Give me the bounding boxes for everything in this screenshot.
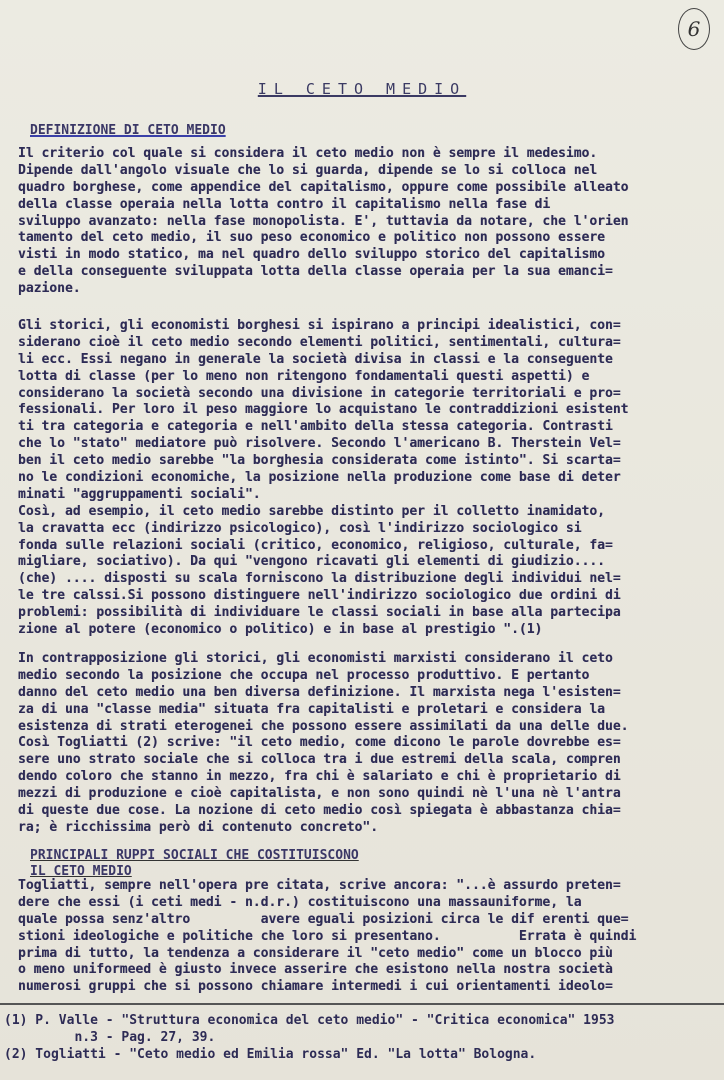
text-line: li ecc. Essi negano in generale la società divisa in classi e la conseguente	[18, 351, 613, 367]
text-line: danno del ceto medio una ben diversa definizione. Il marxista nega l'esisten=	[18, 684, 621, 700]
text-line: za di una "classe media" situata fra capitalisti e proletari e considera la	[18, 701, 605, 717]
text-line: (che) .... disposti su scala forniscono la distribuzione degli individui nel=	[18, 571, 621, 587]
text-line: Dipende dall'angolo visuale che lo si guarda, dipende se lo si colloca nel	[18, 162, 598, 178]
text-line: migliare, sociativo). Da qui "vengono ricavati gli elementi di giudizio....	[18, 554, 605, 570]
footnote-line: (1) P. Valle - "Struttura economica del ceto medio" - "Critica economica" 1953	[4, 1013, 615, 1028]
text-line: pazione.	[18, 281, 81, 297]
text-line: Il criterio col quale si considera il ceto medio non è sempre il medesimo.	[18, 146, 598, 161]
text-line: quadro borghese, come appendice del capitalismo, oppure come possibile alleato	[18, 179, 629, 195]
text-line: e della conseguente sviluppata lotta della classe operaia per la sua emanci=	[18, 264, 613, 280]
section-title-groups-line-1: PRINCIPALI RUPPI SOCIALI CHE COSTITUISCONO	[30, 848, 359, 863]
text-line: di queste due cose. La nozione di ceto medio così spiegata è abbastanza chia=	[18, 803, 621, 819]
text-line: ra; è ricchissima però di contenuto concreto".	[18, 819, 379, 835]
text-line: quale possa senz'altro avere eguali posizioni circa le dif erenti que=	[18, 911, 629, 927]
text-line: Così Togliatti (2) scrive: "il ceto medio, come dicono le parole dovrebbe es=	[18, 735, 621, 751]
text-line: lotta di classe (per lo meno non ritengono fondamentali questi aspetti) e	[18, 368, 590, 384]
text-line: considerano la società secondo una divisione in categorie territoriali e pro=	[18, 385, 621, 401]
text-line: visti in modo statico, ma nel quadro dello sviluppo storico del capitalismo	[18, 247, 605, 263]
text-line: siderano cioè il ceto medio secondo elementi politici, sentimentali, cultura=	[18, 334, 621, 350]
text-line: tamento del ceto medio, il suo peso economico e politico non possono essere	[18, 230, 605, 246]
page-number: 6	[678, 8, 710, 50]
text-line: fessionali. Per loro il peso maggiore lo acquistano le contraddizioni esistent	[18, 402, 629, 418]
text-line: Così, ad esempio, il ceto medio sarebbe distinto per il colletto inamidato,	[18, 503, 605, 519]
section-title-groups-line-2: IL CETO MEDIO	[30, 864, 132, 879]
document-title-text: IL CETO MEDIO	[257, 80, 467, 98]
text-line: problemi: possibilità di individuare le classi sociali in base alla partecipa	[18, 605, 621, 621]
paragraph-2	[18, 318, 710, 639]
text-line: le tre calssi.Si possono distinguere nell'indirizzo sociologico due ordini di	[18, 588, 621, 604]
text-line: la cravatta ecc (indirizzo psicologico), così l'indirizzo sociologico si	[18, 520, 582, 536]
document-title	[0, 80, 724, 98]
text-line: sviluppo avanzato: nella fase monopolista. E', tuttavia da notare, che l'orien	[18, 213, 629, 229]
paragraph-4	[18, 878, 710, 996]
section-title-groups	[30, 848, 359, 880]
text-line: no le condizioni economiche, la posizione nella produzione come base di deter	[18, 470, 621, 486]
text-line: In contrapposizione gli storici, gli economisti marxisti considerano il ceto	[18, 651, 613, 666]
footnotes	[4, 1012, 716, 1063]
text-line: zione al potere (economico o politico) e in base al prestigio ".(1)	[18, 622, 543, 638]
text-line: che lo "stato" mediatore può risolvere. Secondo l'americano B. Therstein Vel=	[18, 436, 621, 452]
text-line: della classe operaia nella lotta contro il capitalismo nella fase di	[18, 196, 551, 212]
paragraph-1	[18, 146, 710, 298]
text-line: ti tra categoria e categoria e nell'ambito della stessa categoria. Contrasti	[18, 419, 613, 435]
text-line: dere che essi (i ceti medi - n.d.r.) costituiscono una massauniforme, la	[18, 894, 582, 910]
section-title-definition: DEFINIZIONE DI CETO MEDIO	[30, 123, 226, 138]
text-line: sere uno strato sociale che si colloca tra i due estremi della scala, compren	[18, 752, 621, 768]
text-line: o meno uniformeed è giusto invece asserire che esistono nella nostra società	[18, 962, 613, 978]
text-line: dendo coloro che stanno in mezzo, fra chi è salariato e chi è proprietario di	[18, 769, 621, 785]
paragraph-3	[18, 651, 710, 837]
text-line: prima di tutto, la tendenza a considerare il "ceto medio" come un blocco più	[18, 945, 613, 961]
text-line: ben il ceto medio sarebbe "la borghesia considerata come istinto". Si scarta=	[18, 453, 621, 469]
text-line: medio secondo la posizione che occupa nel processo produttivo. E pertanto	[18, 667, 590, 683]
text-line: esistenza di strati eterogenei che possono essere assimilati da una delle due.	[18, 718, 629, 734]
text-line: numerosi gruppi che si possono chiamare intermedi i cui orientamenti ideolo=	[18, 979, 613, 995]
text-line: Gli storici, gli economisti borghesi si ispirano a principi idealistici, con=	[18, 318, 621, 333]
footnote-line: (2) Togliatti - "Ceto medio ed Emilia rossa" Ed. "La lotta" Bologna.	[4, 1046, 537, 1062]
footnote-line: n.3 - Pag. 27, 39.	[4, 1029, 216, 1045]
text-line: stioni ideologiche e politiche che loro si presentano. Errata è quindi	[18, 928, 637, 944]
text-line: Togliatti, sempre nell'opera pre citata, scrive ancora: "...è assurdo preten=	[18, 878, 621, 893]
footnote-divider	[0, 1003, 724, 1005]
text-line: mezzi di produzione e cioè capitalista, e non sono quindi nè l'una nè l'antra	[18, 786, 621, 802]
text-line: fonda sulle relazioni sociali (critico, economico, religioso, culturale, fa=	[18, 537, 613, 553]
text-line: minati "aggruppamenti sociali".	[18, 486, 261, 502]
